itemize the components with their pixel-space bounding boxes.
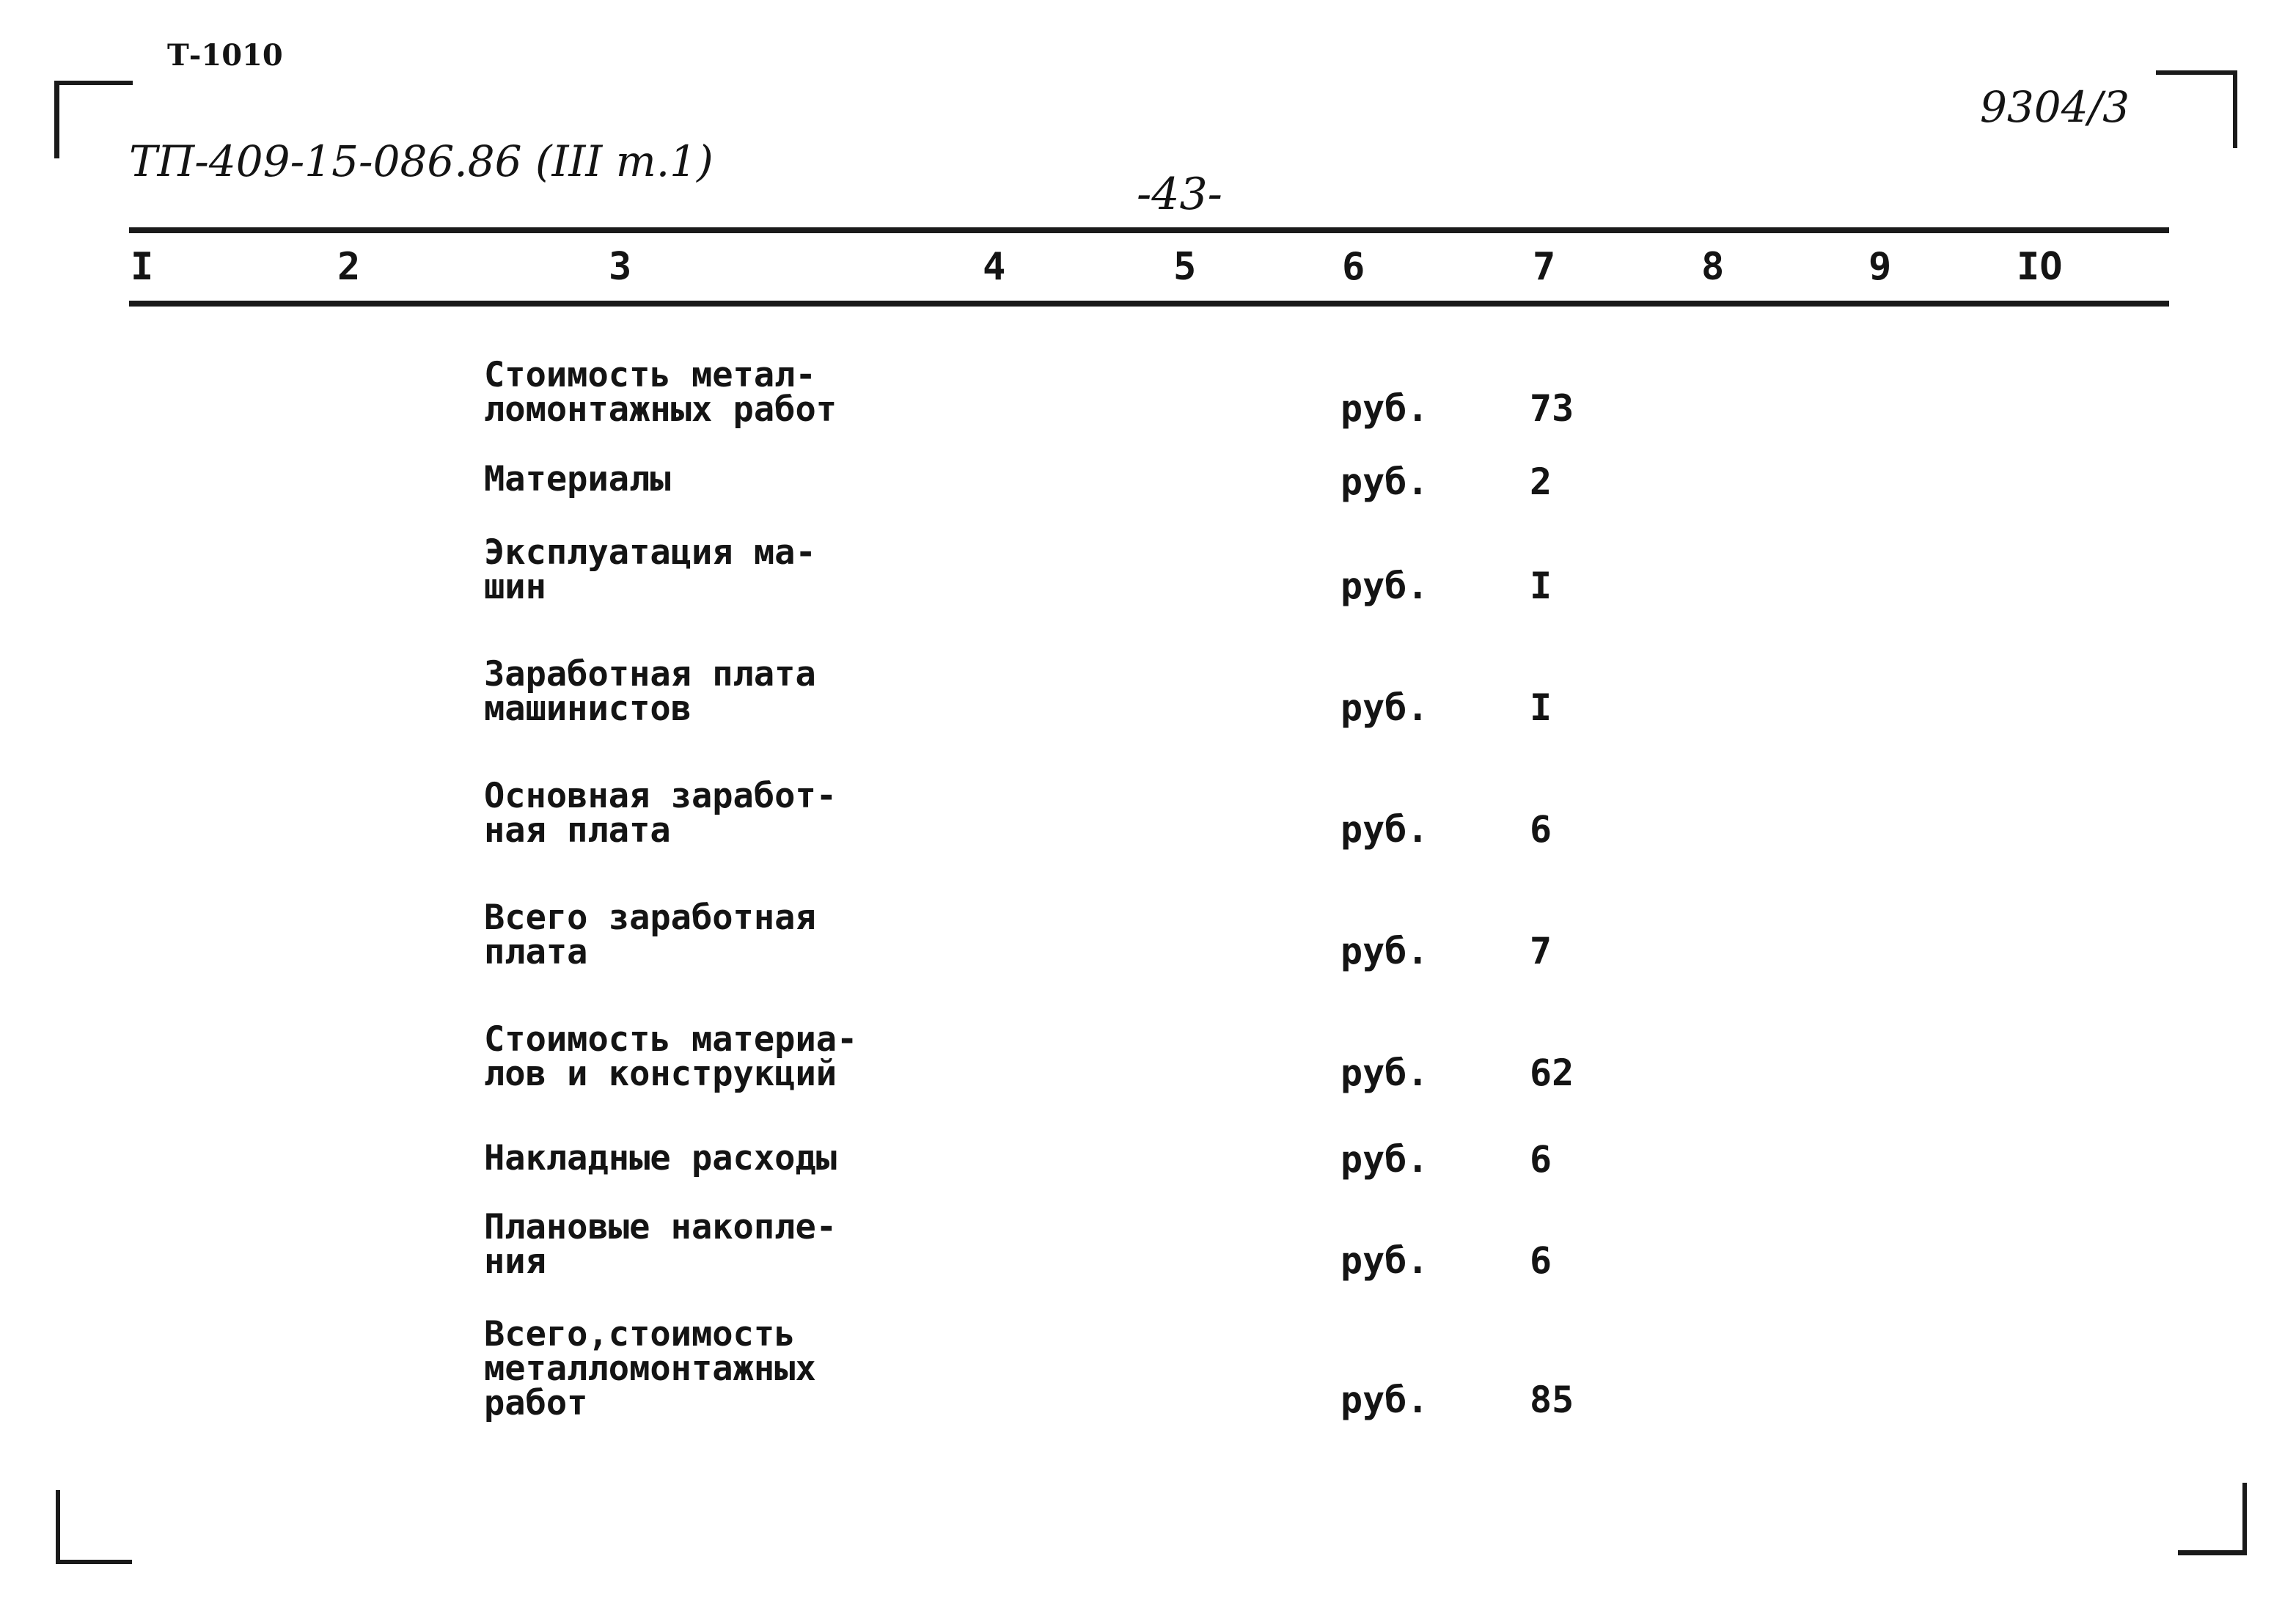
row-value: 73 (1530, 387, 1574, 430)
row-label: Стоимость материа- лов и конструкций (484, 1019, 858, 1094)
doc-code: Т-1010 (167, 38, 283, 73)
row-unit: руб. (1340, 686, 1429, 729)
row-unit: руб. (1340, 461, 1429, 503)
row-value: 7 (1530, 930, 1552, 972)
row-value: I (1530, 686, 1552, 729)
row-value: 2 (1530, 461, 1552, 503)
column-header-1: I (131, 245, 154, 289)
corner-mark-top-left (54, 81, 133, 158)
project-code: ТП-409-15-086.86 (III т.1) (129, 136, 714, 186)
row-value: 62 (1530, 1052, 1574, 1094)
row-label: Заработная плата машинистов (484, 654, 816, 729)
column-header-8: 8 (1701, 245, 1725, 289)
row-unit: руб. (1340, 565, 1429, 607)
row-unit: руб. (1340, 1138, 1429, 1181)
row-label: Основная заработ- ная плата (484, 776, 837, 851)
page-number: -43- (1137, 169, 1222, 220)
column-header-4: 4 (983, 245, 1006, 289)
column-header-6: 6 (1342, 245, 1365, 289)
row-unit: руб. (1340, 930, 1429, 972)
table-rule-top (129, 227, 2169, 233)
row-value: 6 (1530, 808, 1552, 851)
row-label: Эксплуатация ма- шин (484, 532, 816, 607)
row-label: Всего,стоимость металломонтажных работ (484, 1314, 816, 1423)
row-label: Накладные расходы (484, 1138, 837, 1178)
column-header-2: 2 (337, 245, 361, 289)
row-unit: руб. (1340, 808, 1429, 851)
row-value: 6 (1530, 1138, 1552, 1181)
row-unit: руб. (1340, 1379, 1429, 1421)
column-header-10: IO (2017, 245, 2063, 289)
column-header-7: 7 (1533, 245, 1556, 289)
row-unit: руб. (1340, 1052, 1429, 1094)
row-value: 85 (1530, 1379, 1574, 1421)
corner-mark-top-right (2156, 70, 2237, 148)
row-unit: руб. (1340, 1239, 1429, 1282)
column-header-9: 9 (1868, 245, 1892, 289)
row-unit: руб. (1340, 387, 1429, 430)
column-header-3: 3 (609, 245, 632, 289)
corner-mark-bottom-right (2178, 1483, 2247, 1555)
row-label: Материалы (484, 459, 671, 499)
row-label: Стоимость метал- ломонтажных работ (484, 355, 837, 430)
row-value: 6 (1530, 1239, 1552, 1282)
corner-mark-bottom-left (56, 1490, 132, 1564)
row-label: Всего заработная плата (484, 898, 816, 972)
column-header-5: 5 (1173, 245, 1197, 289)
row-value: I (1530, 565, 1552, 607)
table-rule-bottom (129, 301, 2169, 307)
sheet-number: 9304/3 (1980, 82, 2130, 132)
row-label: Плановые накопле- ния (484, 1207, 837, 1282)
